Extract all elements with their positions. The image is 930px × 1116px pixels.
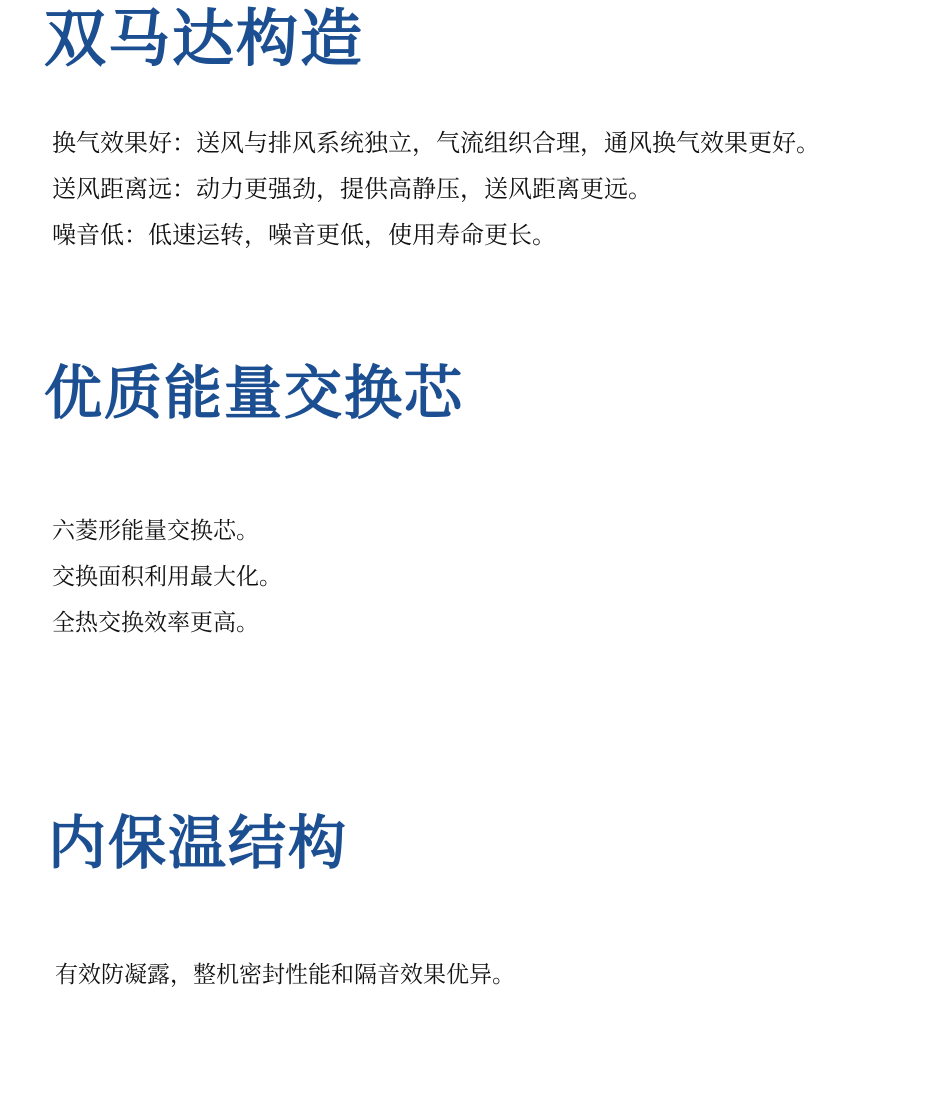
body-line: 换气效果好：送风与排风系统独立，气流组织合理，通风换气效果更好。 (52, 129, 820, 157)
body-line: 全热交换效率更高。 (52, 610, 259, 636)
body-line: 有效防凝露，整机密封性能和隔音效果优异。 (55, 962, 515, 988)
section-body-exchange-core (52, 508, 282, 646)
section-heading-inner-insulation: 内保温结构 (48, 808, 349, 877)
section-heading-dual-motor: 双马达构造 (44, 1, 365, 75)
body-line: 交换面积利用最大化。 (52, 564, 282, 590)
section-body-dual-motor (52, 120, 820, 258)
body-line: 噪音低：低速运转，噪音更低，使用寿命更长。 (52, 221, 556, 249)
section-heading-exchange-core: 优质能量交换芯 (44, 358, 465, 427)
section-body-inner-insulation (55, 952, 515, 998)
body-line: 送风距离远：动力更强劲，提供高静压，送风距离更远。 (52, 175, 652, 203)
body-line: 六菱形能量交换芯。 (52, 518, 259, 544)
